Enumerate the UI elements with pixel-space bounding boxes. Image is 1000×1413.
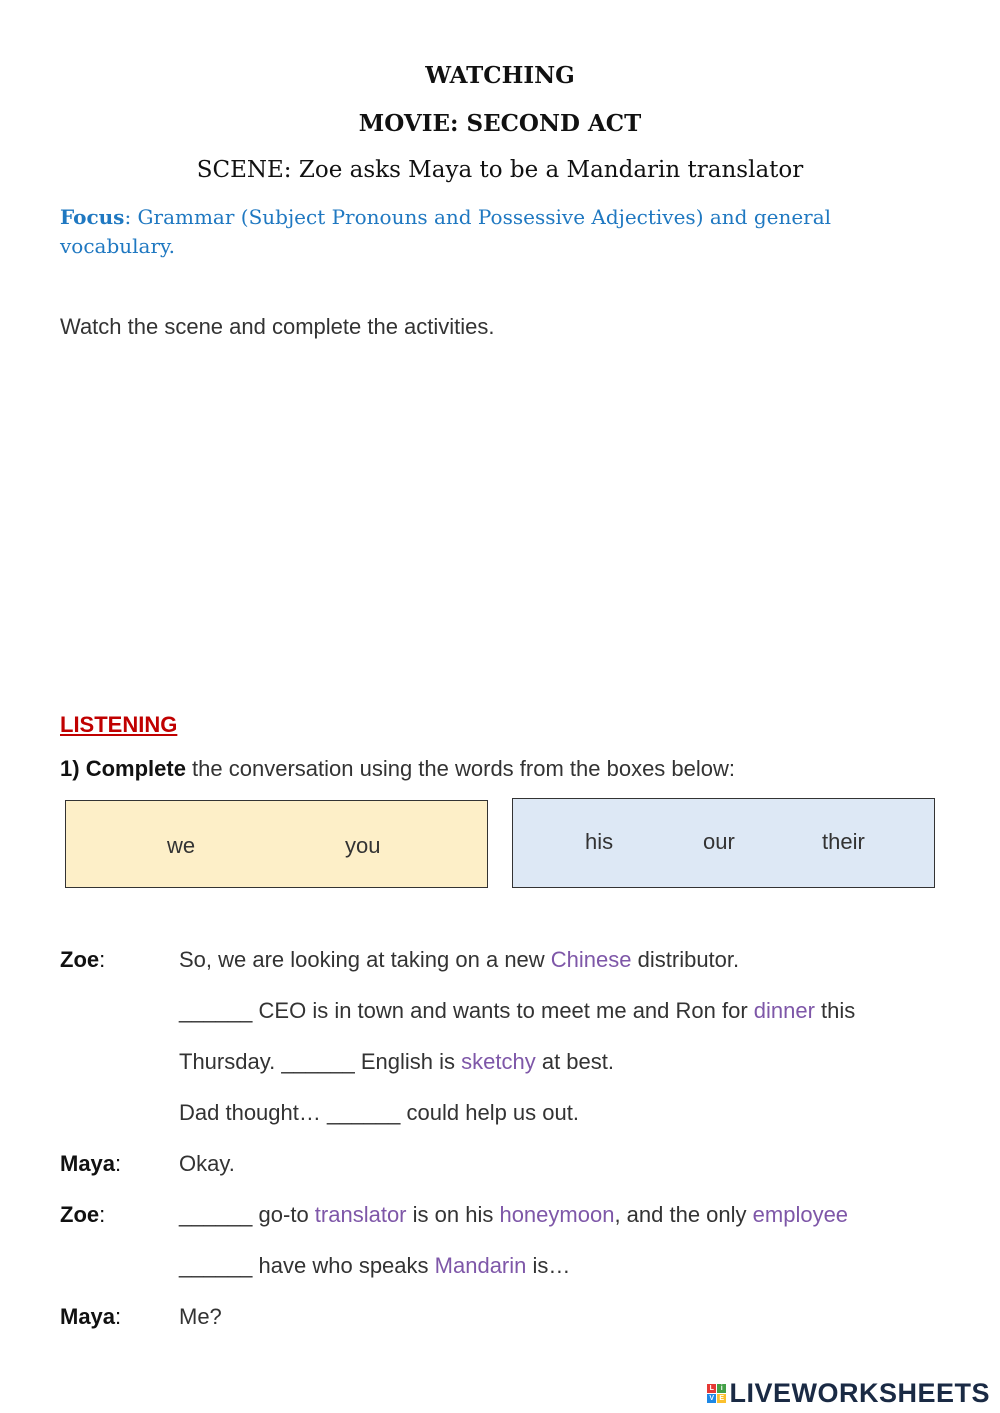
dialogue-line-6: ______ go-to translator is on his honeymoon, and the only employee <box>179 1202 849 1227</box>
focus-text: : Grammar (Subject Pronouns and Possessive Adjectives) and general vocabulary. <box>60 205 832 258</box>
liveworksheets-logo <box>707 1378 990 1409</box>
dialogue-line-5: Okay. <box>179 1151 235 1176</box>
speaker-maya: Maya: <box>60 1304 122 1329</box>
dialogue-line-3: Thursday. ______ English is sketchy at best. <box>179 1049 614 1074</box>
word-his: his <box>585 829 614 854</box>
instruction-text: Watch the scene and complete the activities. <box>60 314 495 339</box>
dialogue-line-7: ______ have who speaks Mandarin is… <box>179 1253 571 1278</box>
focus-note <box>60 203 940 261</box>
logo-text: LIVEWORKSHEETS <box>729 1378 990 1408</box>
vocab-word: employee <box>752 1202 849 1227</box>
vocab-word: dinner <box>753 998 815 1023</box>
task-text: the conversation using the words from the boxes below: <box>185 756 736 781</box>
answer-blank[interactable]: ______ <box>179 1253 253 1278</box>
answer-blank[interactable]: ______ <box>326 1100 401 1125</box>
word-you: you <box>345 833 381 858</box>
answer-blank[interactable]: ______ <box>179 1202 253 1227</box>
dialogue-line-1: So, we are looking at taking on a new Chinese distributor. <box>179 947 740 972</box>
speaker-zoe: Zoe: <box>60 947 106 972</box>
speaker-maya: Maya: <box>60 1151 122 1176</box>
worksheet-title: WATCHING <box>425 62 575 89</box>
listening-heading: LISTENING <box>60 712 178 737</box>
task-verb: Complete <box>85 756 186 781</box>
word-their: their <box>822 829 865 854</box>
possessive-word-box <box>512 798 935 888</box>
task-number: 1) <box>60 756 80 781</box>
answer-blank[interactable]: ______ <box>179 998 253 1023</box>
dialogue-line-4: Dad thought… ______ could help us out. <box>179 1100 579 1125</box>
logo-mark-icon: L i V E <box>709 1385 725 1402</box>
task-instruction <box>60 756 735 782</box>
vocab-word: honeymoon <box>499 1202 615 1227</box>
movie-title: MOVIE: SECOND ACT <box>358 110 642 137</box>
dialogue-line-2: ______ CEO is in town and wants to meet me and Ron for dinner this <box>179 998 856 1023</box>
word-our: our <box>703 829 735 854</box>
word-we: we <box>167 833 196 858</box>
answer-blank[interactable]: ______ <box>281 1049 355 1074</box>
pronoun-word-box <box>65 800 488 888</box>
vocab-word: translator <box>314 1202 407 1227</box>
vocab-word: sketchy <box>461 1049 536 1074</box>
vocab-word: Chinese <box>550 947 632 972</box>
dialogue-line-8: Me? <box>179 1304 222 1329</box>
focus-label: Focus <box>60 205 125 229</box>
speaker-zoe: Zoe: <box>60 1202 106 1227</box>
scene-subtitle: SCENE: Zoe asks Maya to be a Mandarin translator <box>196 157 804 183</box>
vocab-word: Mandarin <box>434 1253 527 1278</box>
